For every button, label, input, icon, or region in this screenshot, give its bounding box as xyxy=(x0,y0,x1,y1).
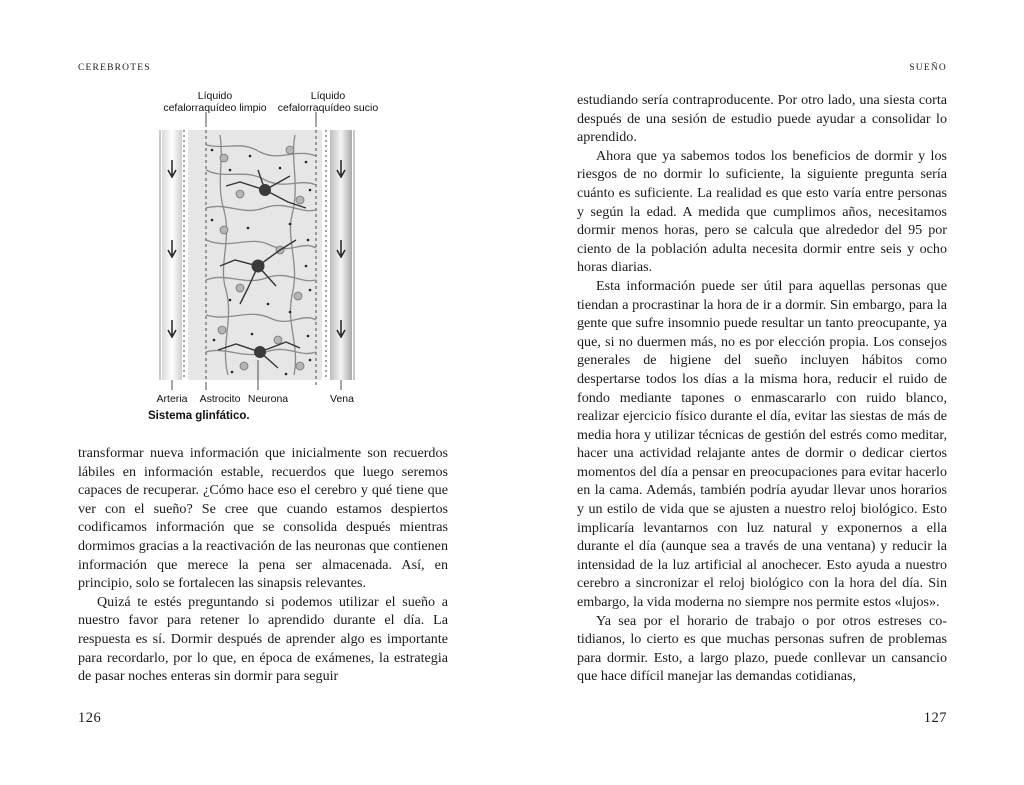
label-artery: Arteria xyxy=(156,393,188,405)
paragraph: Esta información puede ser útil para aquellas personas que tiendan a procrastinar la hora de ir a dormir. Sin embargo, para la gente que sufre insomnio puede resultar un tanto preocupante, ya que, si no duermen más, no es por elección propia. Los consejos generales de higiene del sueño incluyen hábitos como despertarse todos los días a la misma hora, reducir el ruido de fondo mediante tapones o enmascararlo con ruido blanco, realizar ejercicio físico durante el día, evitar las siestas de más de media hora y utilizar técnicas de gestión del estrés como meditar, hacer una actividad relajante antes de dormir o dedicar ciertos momentos del día a pensar en preocupaciones para evitar hacerlo en la cama. Además, también podría ayudar llevar unos horarios y un estilo de vida que se ajusten a nuestro reloj biológico. Esto implicaría levantarnos con luz natural y exponernos a ella durante el día (aunque sea a través de una ventana) y reducir la intensidad de la luz artificial al anochecer. Esto ayuda a nuestro cerebro a sincronizar el reloj biológico con la hora del día. Sin embargo, la vida moderna no siempre nos permite estos «lujos». xyxy=(577,277,947,611)
running-head-right: SUEÑO xyxy=(909,63,947,73)
running-head-left: CEREBROTES xyxy=(78,63,151,73)
label-clean-csf: Líquido cefalorraquídeo limpio xyxy=(163,90,267,114)
paragraph: estudiando sería contraproducente. Por otro lado, una siesta corta después de una sesión de estudio puede ayudar a consolidar lo aprendido. xyxy=(577,92,947,146)
figure-caption: Sistema glinfático. xyxy=(148,410,250,422)
label-dirty-csf: Líquido cefalorraquídeo sucio xyxy=(277,90,379,114)
label-vein: Vena xyxy=(330,393,354,405)
glymphatic-diagram xyxy=(140,90,370,435)
label-neuron: Neurona xyxy=(247,393,289,405)
paragraph: Ya sea por el horario de trabajo o por otros estreses cotidianos, lo cierto es que muchas personas sufren de problemas para dormir. Esto, a largo plazo, puede conllevar un cansancio que hace difícil manejar las demandas cotidianas, xyxy=(577,612,947,685)
page-number-right: 127 xyxy=(923,710,947,726)
paragraph: Quizá te estés preguntando si podemos utilizar el sueño a nuestro favor para retener lo aprendido durante el día. La respuesta es sí. Dormir después de aprender algo es importante para recordarlo, por lo que, en época de exámenes, la estrategia de pasar noches enteras sin dormir para seguir xyxy=(78,593,448,685)
paragraph: Ahora que ya sabemos todos los beneficios de dormir y los riesgos de no dormir lo suficiente, la siguiente pregunta sería cuánto es suficiente. La realidad es que esto varía entre personas y según la edad. A medida que cumplimos años, necesitamos dormir menos horas, pero se calcula que alrededor del 95 por ciento de la población adulta necesita dormir entre seis y ocho horas diarias. xyxy=(577,147,947,276)
brain-tissue xyxy=(188,130,322,380)
paragraph: transformar nueva información que inicialmente son recuerdos lábiles en información estable, recuerdos que luego seremos capaces de recuperar. ¿Cómo hace eso el cerebro y qué tiene que ver con el sueño? Se cree que cuando estamos despiertos codificamos información que se consolida después mientras dormimos gracias a la reactivación de las neuronas que contienen información que merece la pena ser almacenada. Así, en principio, solo se fortalecen las sinapsis relevantes. xyxy=(78,445,448,592)
label-astrocyte: Astrocito xyxy=(199,393,241,405)
page-number-left: 126 xyxy=(78,710,102,726)
right-body-text xyxy=(577,91,947,686)
left-body-text xyxy=(78,444,448,686)
glymphatic-system-figure xyxy=(140,90,379,435)
